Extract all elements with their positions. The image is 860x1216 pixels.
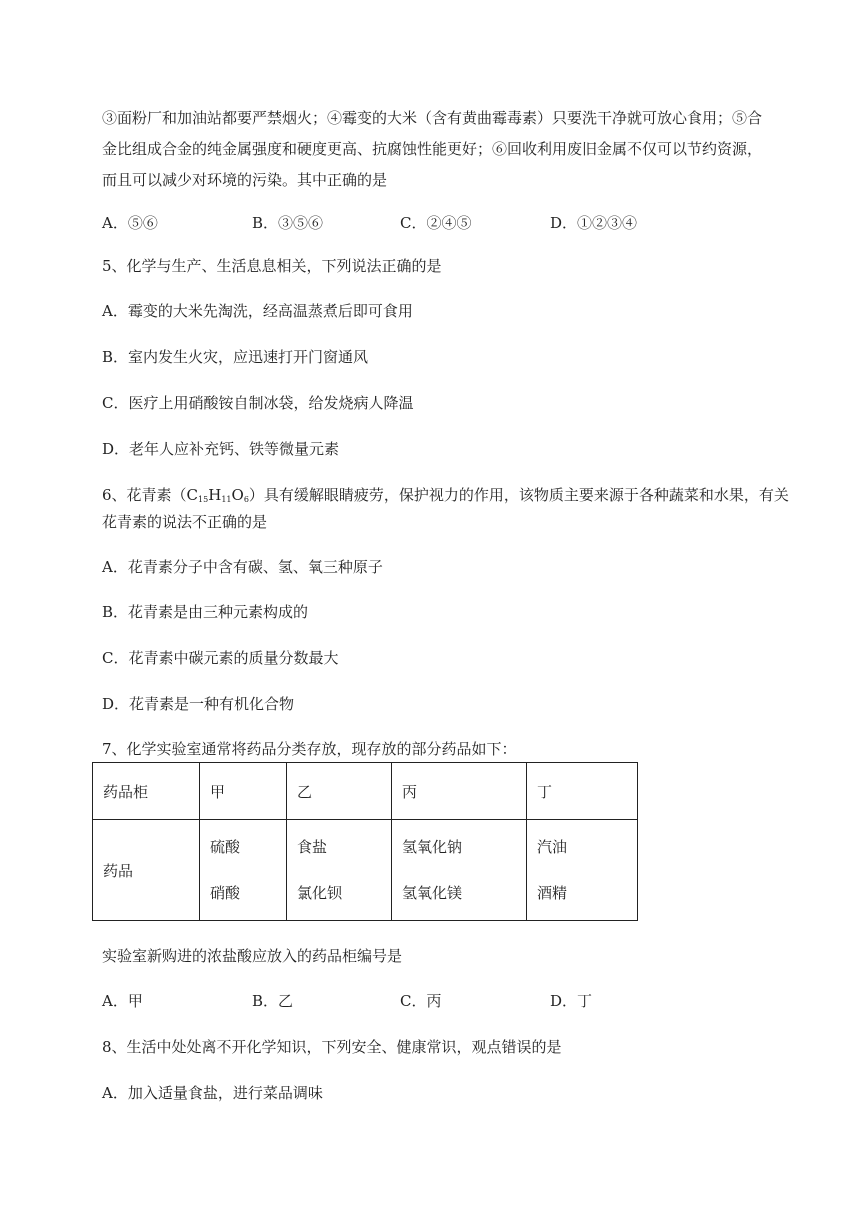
q6-option-d[interactable]: D．花青素是一种有机化合物 <box>102 695 295 713</box>
table-header-cell: 甲 <box>200 763 287 820</box>
q5-option-d[interactable]: D．老年人应补充钙、铁等微量元素 <box>102 440 340 458</box>
q7-option-a[interactable]: A．甲 <box>102 992 143 1010</box>
q5-option-b[interactable]: B．室内发生火灾，应迅速打开门窗通风 <box>102 348 369 366</box>
q7-option-b[interactable]: B．乙 <box>252 992 294 1010</box>
q5-option-c[interactable]: C．医疗上用硝酸铵自制冰袋，给发烧病人降温 <box>102 394 414 412</box>
q4-option-a[interactable]: A．⑤⑥ <box>102 214 158 232</box>
q8-option-a[interactable]: A．加入适量食盐，进行菜品调味 <box>102 1084 323 1102</box>
table-header-cell: 丁 <box>527 763 638 820</box>
q6-option-c[interactable]: C．花青素中碳元素的质量分数最大 <box>102 649 339 667</box>
q4-text-line-2: 金比组成合金的纯金属强度和硬度更高、抗腐蚀性能更好；⑥回收利用废旧金属不仅可以节约资源， <box>102 140 763 158</box>
table-header-cell: 药品柜 <box>93 763 200 820</box>
q4-option-c[interactable]: C．②④⑤ <box>400 214 472 232</box>
q4-text-line-3: 而且可以减少对环境的污染。其中正确的是 <box>102 171 388 189</box>
chemical-cabinet-table <box>92 762 638 921</box>
q7-stem: 7、化学实验室通常将药品分类存放，现存放的部分药品如下： <box>102 740 517 758</box>
q5-option-a[interactable]: A．霉变的大米先淘洗，经高温蒸煮后即可食用 <box>102 302 413 320</box>
table-cell: 氢氧化钠 氢氧化镁 <box>392 820 527 921</box>
q7-option-d[interactable]: D．丁 <box>550 992 593 1010</box>
q7-option-c[interactable]: C．丙 <box>400 992 442 1010</box>
table-header-cell: 丙 <box>392 763 527 820</box>
table-header-row <box>93 763 638 820</box>
q6-stem-prefix: 6、花青素（ <box>102 486 187 504</box>
q6-option-a[interactable]: A．花青素分子中含有碳、氢、氧三种原子 <box>102 558 383 576</box>
table-row <box>93 820 638 921</box>
anthocyanin-formula: $C_{15}H_{11}O_6$ <box>186 486 249 504</box>
q8-stem: 8、生活中处处离不开化学知识，下列安全、健康常识，观点错误的是 <box>102 1038 562 1056</box>
table-cell: 汽油 酒精 <box>527 820 638 921</box>
q6-stem-line-1 <box>102 485 789 510</box>
q7-followup: 实验室新购进的浓盐酸应放入的药品柜编号是 <box>102 947 403 965</box>
q6-stem-line-2: 花青素的说法不正确的是 <box>102 513 268 531</box>
q4-option-b[interactable]: B．③⑤⑥ <box>252 214 324 232</box>
table-cell: 硫酸 硝酸 <box>200 820 287 921</box>
q4-text-line-1: ③面粉厂和加油站都要严禁烟火；④霉变的大米（含有黄曲霉毒素）只要洗干净就可放心食用；⑤合 <box>102 109 763 127</box>
table-cell: 食盐 氯化钡 <box>287 820 392 921</box>
table-row-label: 药品 <box>93 820 200 921</box>
q4-option-d[interactable]: D．①②③④ <box>550 214 638 232</box>
q6-stem-suffix: ）具有缓解眼睛疲劳，保护视力的作用，该物质主要来源于各种蔬菜和水果，有关 <box>248 486 789 504</box>
q6-option-b[interactable]: B．花青素是由三种元素构成的 <box>102 603 309 621</box>
table-header-cell: 乙 <box>287 763 392 820</box>
q5-stem: 5、化学与生产、生活息息相关，下列说法正确的是 <box>102 257 442 275</box>
